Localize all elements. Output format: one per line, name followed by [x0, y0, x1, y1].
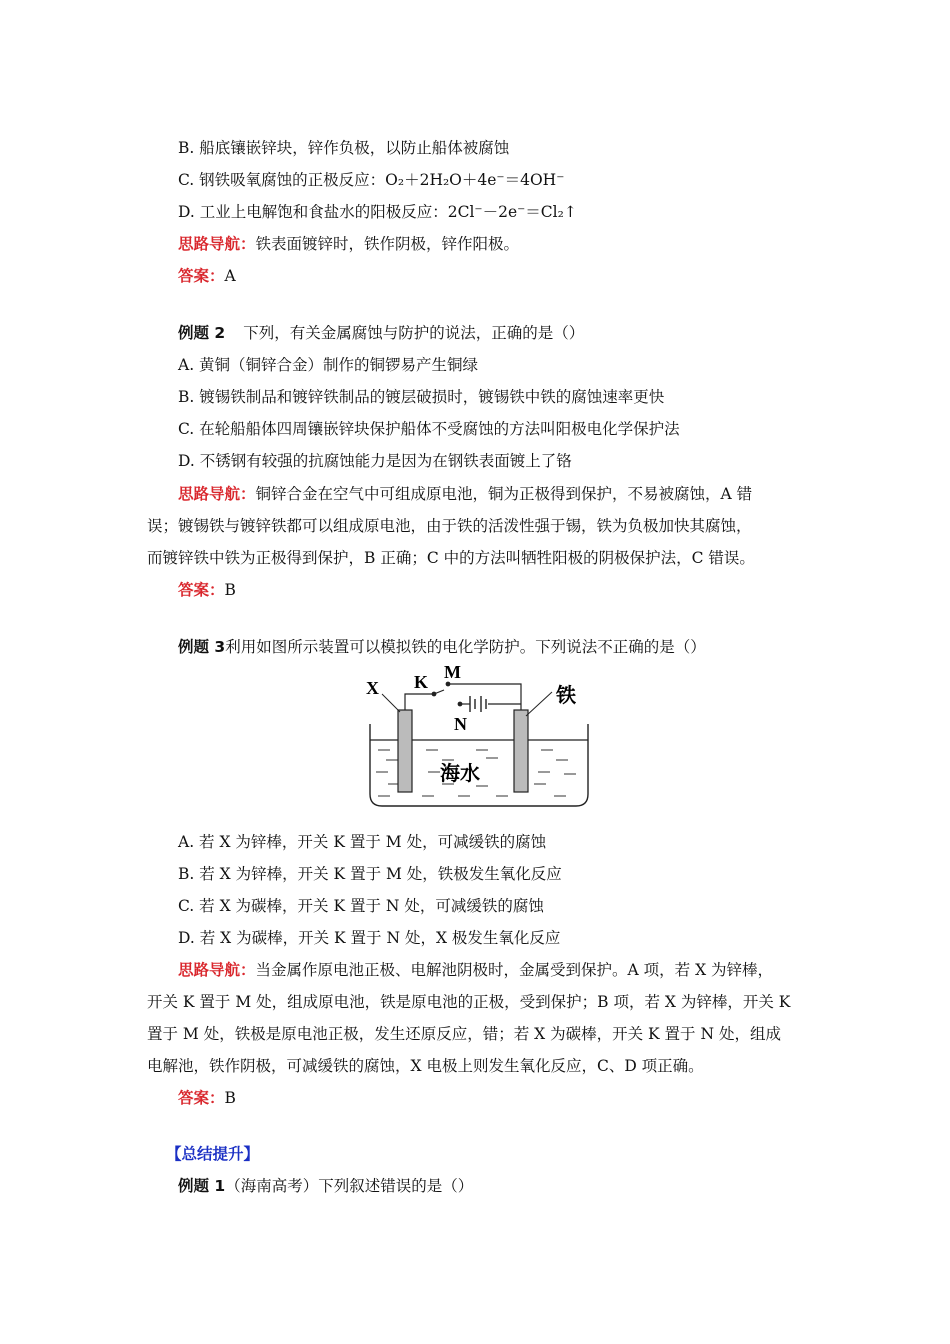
q3-answer-value: B [224, 1089, 236, 1107]
q1-option-c-prefix: C. 钢铁吸氧腐蚀的正极反应： [178, 171, 386, 189]
q1-answer [178, 265, 236, 287]
contact-n [458, 702, 463, 707]
pointer-iron [526, 692, 552, 716]
q2-option-a: A. 黄铜（铜锌合金）制作的铜锣易产生铜绿 [178, 356, 479, 374]
label-seawater: 海水 [440, 761, 480, 785]
q3-option-c: C. 若 X 为碳棒，开关 K 置于 N 处，可减缓铁的腐蚀 [178, 897, 544, 915]
pointer-x [382, 694, 400, 712]
q3-hint-line4: 电解池，铁作阴极，可减缓铁的腐蚀，X 电极上则发生氧化反应，C、D 项正确。 [147, 1057, 704, 1075]
q1-option-b: B. 船底镶嵌锌块，锌作负极，以防止船体被腐蚀 [178, 139, 510, 157]
electrode-iron [514, 710, 528, 792]
summary-question-line [178, 1175, 473, 1197]
q2-hint-line1 [178, 483, 752, 505]
label-x: X [366, 678, 379, 698]
q2-stem-line [178, 322, 584, 344]
summary-q-title: 例题 1 [178, 1177, 226, 1195]
q2-hint-line3: 而镀锌铁中铁为正极得到保护，B 正确；C 中的方法叫牺牲阳极的阴极保护法，C 错误。 [147, 549, 755, 567]
q3-stem: 利用如图所示装置可以模拟铁的电化学防护。下列说法不正确的是（） [225, 638, 706, 656]
q2-hint-label: 思路导航： [178, 485, 256, 503]
q2-title: 例题 2 [178, 324, 226, 342]
q3-option-b: B. 若 X 为锌棒，开关 K 置于 M 处，铁极发生氧化反应 [178, 865, 562, 883]
q2-option-b: B. 镀锡铁制品和镀锌铁制品的镀层破损时，镀锡铁中铁的腐蚀速率更快 [178, 388, 665, 406]
q1-hint-text: 铁表面镀锌时，铁作阴极，锌作阳极。 [255, 235, 520, 253]
q3-hint-text1: 当金属作原电池正极、电解池阴极时，金属受到保护。A 项，若 X 为锌棒， [255, 961, 774, 979]
electrochemical-apparatus-diagram [366, 654, 592, 814]
q3-answer [178, 1087, 236, 1109]
battery [470, 696, 486, 712]
q3-answer-label: 答案： [178, 1089, 225, 1107]
electrode-x [398, 710, 412, 792]
q2-stem: 下列，有关金属腐蚀与防护的说法，正确的是（） [243, 324, 585, 342]
q3-option-a: A. 若 X 为锌棒，开关 K 置于 M 处，可减缓铁的腐蚀 [178, 833, 547, 851]
q1-option-d-prefix: D. 工业上电解饱和食盐水的阳极反应： [178, 203, 448, 221]
q3-hint-line3: 置于 M 处，铁极是原电池正极，发生还原反应，错；若 X 为碳棒，开关 K 置于 N 处，组成 [147, 1025, 781, 1043]
label-n: N [454, 714, 467, 734]
q2-option-c: C. 在轮船船体四周镶嵌锌块保护船体不受腐蚀的方法叫阳极电化学保护法 [178, 420, 680, 438]
q2-answer [178, 579, 236, 601]
q3-hint-line2: 开关 K 置于 M 处，组成原电池，铁是原电池的正极，受到保护；B 项，若 X 为锌棒，开关 K [147, 993, 791, 1011]
q1-option-c [178, 169, 564, 191]
summary-q-stem: （海南高考）下列叙述错误的是（） [225, 1177, 474, 1195]
q1-option-d [178, 201, 577, 223]
switch-pivot [432, 692, 437, 697]
q2-hint-line2: 误；镀锡铁与镀锌铁都可以组成原电池，由于铁的活泼性强于锡，铁为负极加快其腐蚀， [147, 517, 752, 535]
q2-answer-label: 答案： [178, 581, 225, 599]
q3-hint-label: 思路导航： [178, 961, 256, 979]
label-k: K [414, 672, 429, 692]
q1-hint [178, 233, 519, 255]
q1-option-c-formula: O₂＋2H₂O＋4e⁻＝4OH⁻ [385, 171, 565, 189]
q2-answer-value: B [224, 581, 236, 599]
q1-answer-value: A [224, 267, 236, 285]
q1-option-d-formula: 2Cl⁻－2e⁻＝Cl₂↑ [447, 203, 577, 221]
contact-m [446, 682, 451, 687]
q1-hint-label: 思路导航： [178, 235, 256, 253]
label-iron: 铁 [556, 683, 576, 707]
q3-option-d: D. 若 X 为碳棒，开关 K 置于 N 处，X 极发生氧化反应 [178, 929, 561, 947]
q3-title: 例题 3 [178, 638, 226, 656]
q2-option-d: D. 不锈钢有较强的抗腐蚀能力是因为在钢铁表面镀上了铬 [178, 452, 572, 470]
q1-answer-label: 答案： [178, 267, 225, 285]
q3-hint-line1 [178, 959, 773, 981]
summary-heading: 【总结提升】 [166, 1145, 260, 1163]
label-m: M [444, 662, 461, 682]
q2-hint-text1: 铜锌合金在空气中可组成原电池，铜为正极得到保护，不易被腐蚀，A 错 [255, 485, 753, 503]
